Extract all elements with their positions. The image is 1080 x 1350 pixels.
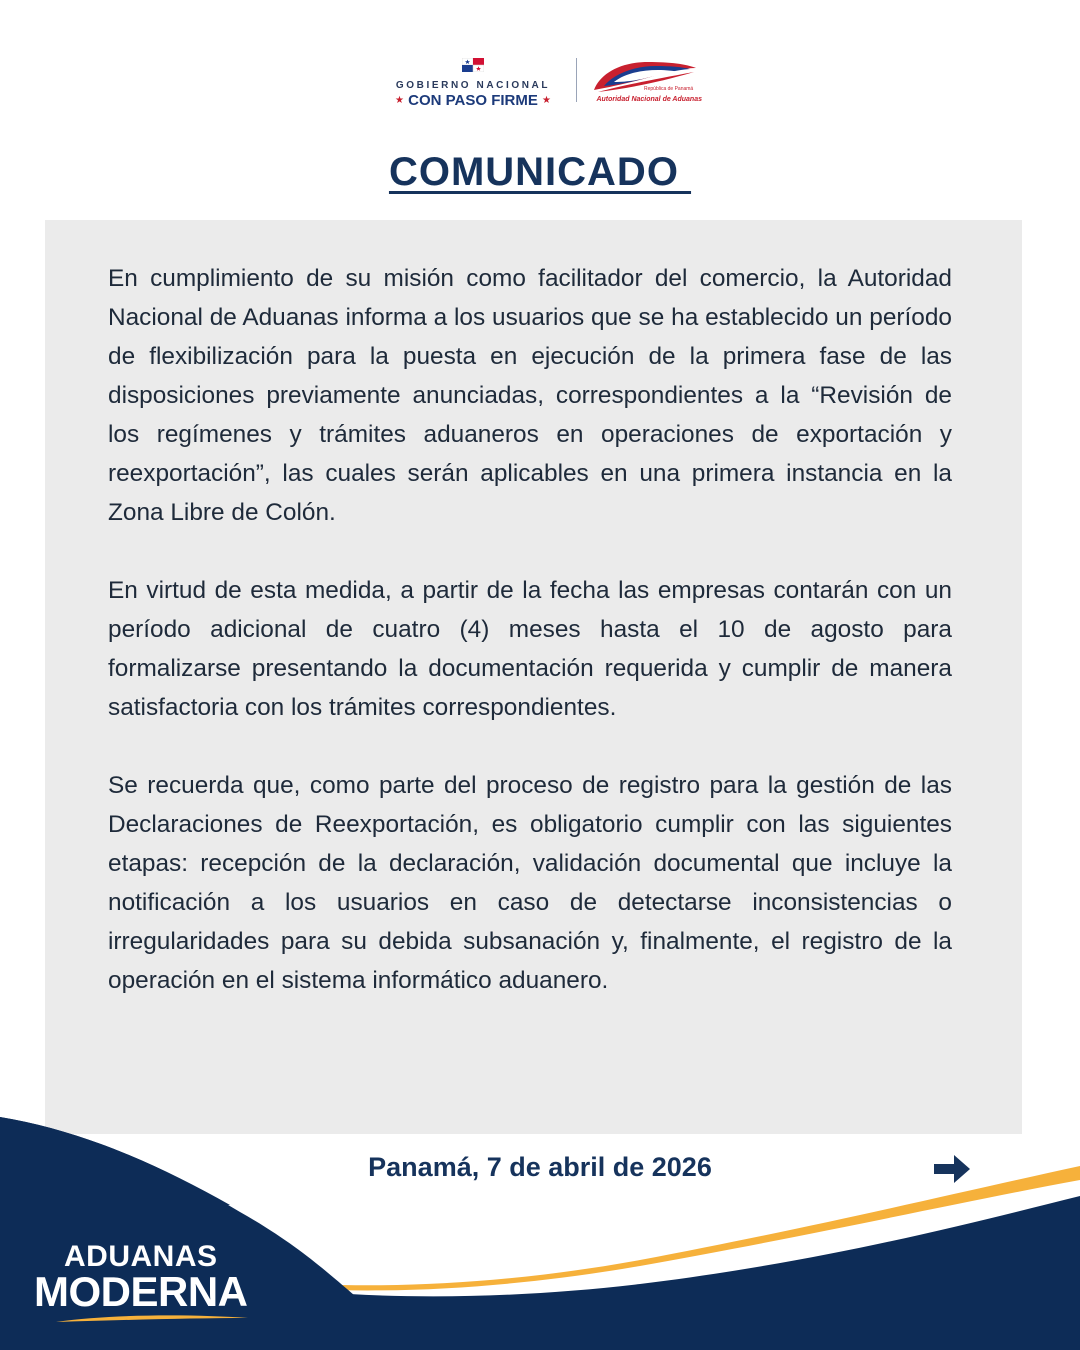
paragraph: Se recuerda que, como parte del proceso de registro para la gestión de las Declaraciones de Reexportación, es obligatorio cumplir con las siguientes etapas: recepción de la declaración, validación documental que incluye la notificación a los usuarios en caso de detectarse inconsistencias o irregularidades para su debida subsanación y, finalmente, el registro de la operación en el sistema informático aduanero. bbox=[108, 772, 952, 994]
brand-swoosh-icon bbox=[52, 1312, 252, 1324]
paragraph: En cumplimiento de su misión como facilitador del comercio, la Autoridad Nacional de Aduanas informa a los usuarios que se ha establecido un período de flexibilización para la puesta en ejecución de la primera fase de las disposiciones previamente anunciadas, correspondientes a la “Revisión de los regímenes y trámites aduaneros en operaciones de exportación y reexportación”, las cuales serán aplicables en una primera instancia en la Zona Libre de Colón. bbox=[108, 265, 952, 526]
government-slogan: CON PASO FIRME bbox=[408, 92, 538, 109]
government-line1: GOBIERNO NACIONAL bbox=[395, 80, 551, 91]
brand-line2: MODERNA bbox=[34, 1268, 248, 1315]
arrow-right-icon[interactable] bbox=[932, 1152, 972, 1186]
star-icon: ★ bbox=[394, 95, 404, 106]
star-icon: ★ bbox=[542, 95, 551, 106]
brand-line1: ADUANAS bbox=[64, 1240, 218, 1273]
date-line: Panamá, 7 de abril de 2026 bbox=[368, 1152, 712, 1182]
agency-name: Autoridad Nacional de Aduanas bbox=[596, 96, 702, 103]
paragraph: En virtud de esta medida, a partir de la fecha las empresas contarán con un período adicional de cuatro (4) meses hasta el 10 de agosto para formalizarse presentando la documentación requerida y cumplir de manera satisfactoria con los trámites correspondientes. bbox=[108, 577, 952, 721]
page-title-text: COMUNICADO bbox=[388, 150, 692, 194]
agency-country: República de Panamá bbox=[644, 86, 694, 92]
